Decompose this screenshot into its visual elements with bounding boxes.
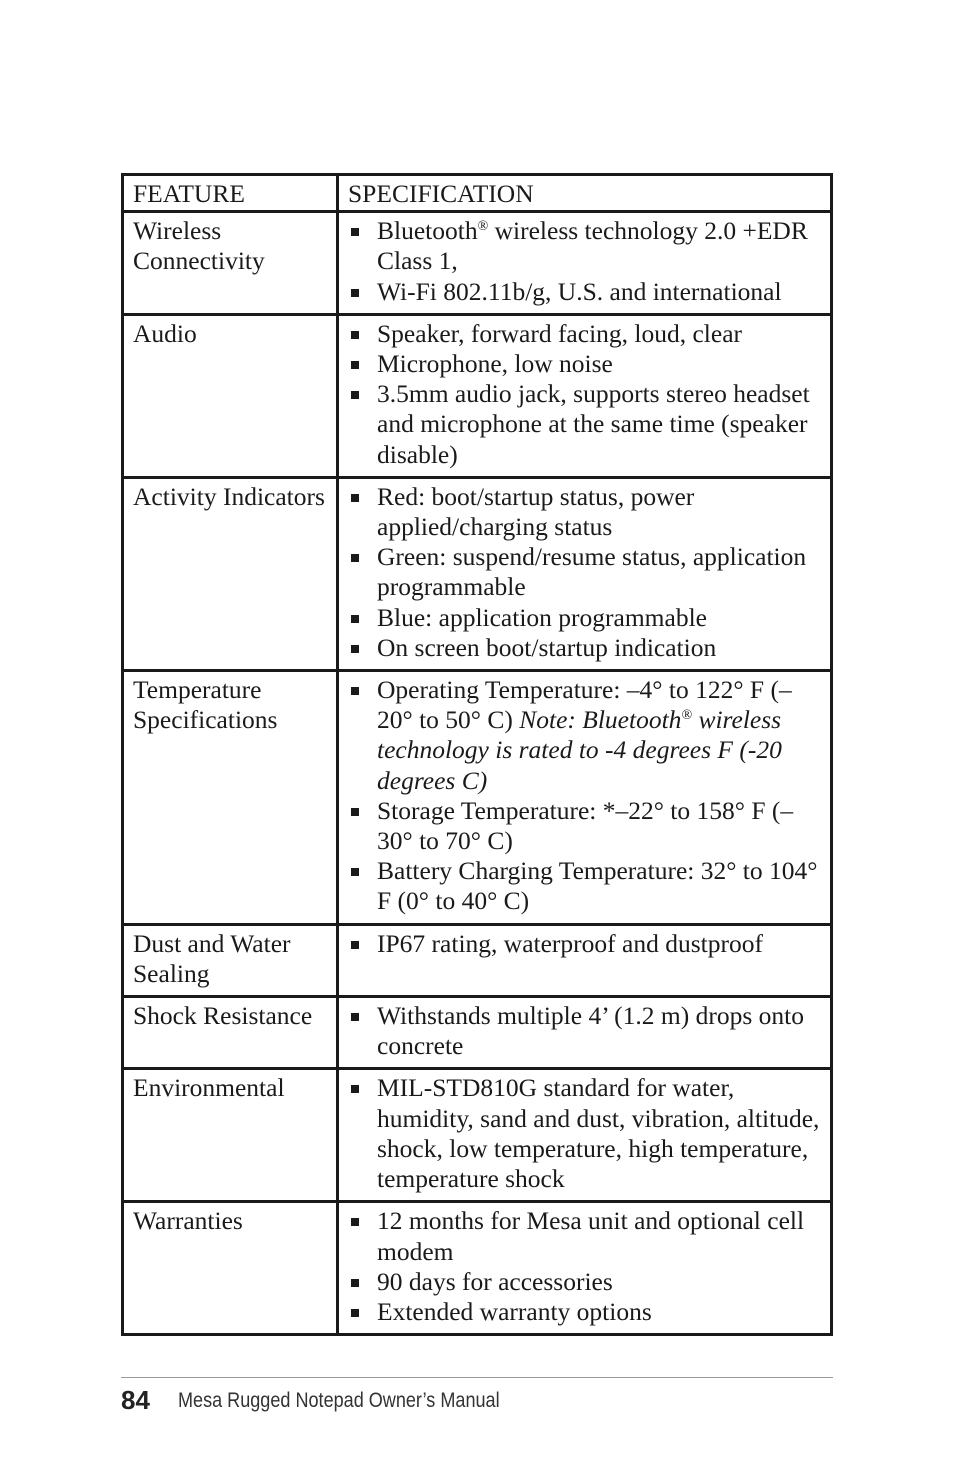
square-bullet-icon [351,808,359,816]
square-bullet-icon [351,615,359,623]
spec-text: Bluetooth [377,216,478,246]
page-number: 84 [121,1385,150,1415]
spec-table [121,173,833,1336]
feature-cell: Dust and Water Sealing [123,924,338,996]
square-bullet-icon [351,1013,359,1021]
spec-list [348,319,821,470]
spec-text: wireless technology 2.0 +EDR Class 1, [377,216,808,276]
spec-cell [338,1202,832,1335]
spec-cell [338,212,832,315]
spec-cell [338,477,832,670]
spec-item [348,929,821,959]
spec-item [348,1267,821,1297]
feature-cell: Environmental [123,1069,338,1202]
spec-list [348,929,821,959]
spec-list [348,1206,821,1327]
feature-cell: Shock Resistance [123,997,338,1069]
square-bullet-icon [351,868,359,876]
spec-text: Wi-Fi 802.11b/g, U.S. and international [377,276,782,306]
table-row [123,477,832,670]
square-bullet-icon [351,645,359,653]
spec-list [348,675,821,917]
spec-text: IP67 rating, waterproof and dustproof [377,928,763,958]
spec-item [348,796,821,856]
square-bullet-icon [351,289,359,297]
spec-cell [338,924,832,996]
spec-text: Speaker, forward facing, loud, clear [377,318,743,348]
registered-mark: ® [681,708,693,724]
square-bullet-icon [351,554,359,562]
square-bullet-icon [351,391,359,399]
table-row [123,212,832,315]
spec-text: 90 days for accessories [377,1266,613,1296]
spec-text: Blue: application programmable [377,602,707,632]
square-bullet-icon [351,331,359,339]
spec-text: Green: suspend/resume status, application programmable [377,542,807,602]
spec-item [348,633,821,663]
spec-item [348,482,821,542]
square-bullet-icon [351,361,359,369]
footer-divider [121,1377,833,1378]
spec-item [348,675,821,796]
feature-cell: Audio [123,314,338,477]
spec-text: Red: boot/startup status, power applied/charging status [377,481,695,542]
spec-cell [338,1069,832,1202]
spec-cell [338,997,832,1069]
feature-cell: Activity Indicators [123,477,338,670]
spec-item [348,1206,821,1266]
spec-item [348,542,821,602]
spec-text: Extended warranty options [377,1296,652,1326]
square-bullet-icon [351,941,359,949]
spec-list [348,1073,821,1194]
table-header-row [123,175,832,212]
square-bullet-icon [351,1279,359,1287]
header-feature: FEATURE [123,175,338,212]
spec-item [348,216,821,276]
spec-text: Operating Temperature: –4° to 122° F (–20° to 50° C) [377,675,792,735]
spec-text: MIL-STD810G standard for water, humidity, sand and dust, vibration, altitude, shock, low temperature, high temperature, temperature shock [377,1073,820,1194]
spec-item [348,1001,821,1061]
registered-mark: ® [477,219,489,235]
spec-item [348,603,821,633]
square-bullet-icon [351,228,359,236]
table-row [123,924,832,996]
spec-item [348,319,821,349]
spec-text: Storage Temperature: *–22° to 158° F (–30° to 70° C) [377,795,794,856]
spec-item [348,277,821,307]
spec-item [348,856,821,916]
note-text: Note: Bluetooth [519,705,682,735]
spec-item [348,379,821,470]
square-bullet-icon [351,1309,359,1317]
square-bullet-icon [351,687,359,695]
feature-cell: Warranties [123,1202,338,1335]
spec-text: Withstands multiple 4’ (1.2 m) drops onto concrete [377,1001,805,1061]
table-row [123,997,832,1069]
running-footer-title: Mesa Rugged Notepad Owner’s Manual [178,1389,500,1412]
square-bullet-icon [351,1218,359,1226]
spec-list [348,482,821,663]
spec-item [348,349,821,379]
spec-text: Microphone, low noise [377,349,613,379]
spec-text: On screen boot/startup indication [377,632,717,662]
table-row [123,1202,832,1335]
table-row [123,1069,832,1202]
square-bullet-icon [351,494,359,502]
note-text: wireless technology is rated to -4 degrees F (-20 degrees C) [377,705,782,795]
spec-text: Battery Charging Temperature: 32° to 104° F (0° to 40° C) [377,856,818,916]
square-bullet-icon [351,1085,359,1093]
spec-item [348,1297,821,1327]
spec-text: 3.5mm audio jack, supports stereo headset and microphone at the same time (speaker disable) [377,379,810,469]
spec-text: 12 months for Mesa unit and optional cell modem [377,1206,805,1266]
spec-cell [338,671,832,925]
header-specification: SPECIFICATION [338,175,832,212]
table-row [123,671,832,925]
table-row [123,314,832,477]
feature-cell: Wireless Connectivity [123,212,338,315]
spec-list [348,1001,821,1061]
feature-cell: Temperature Specifications [123,671,338,925]
spec-item [348,1073,821,1194]
spec-cell [338,314,832,477]
spec-list [348,216,821,307]
